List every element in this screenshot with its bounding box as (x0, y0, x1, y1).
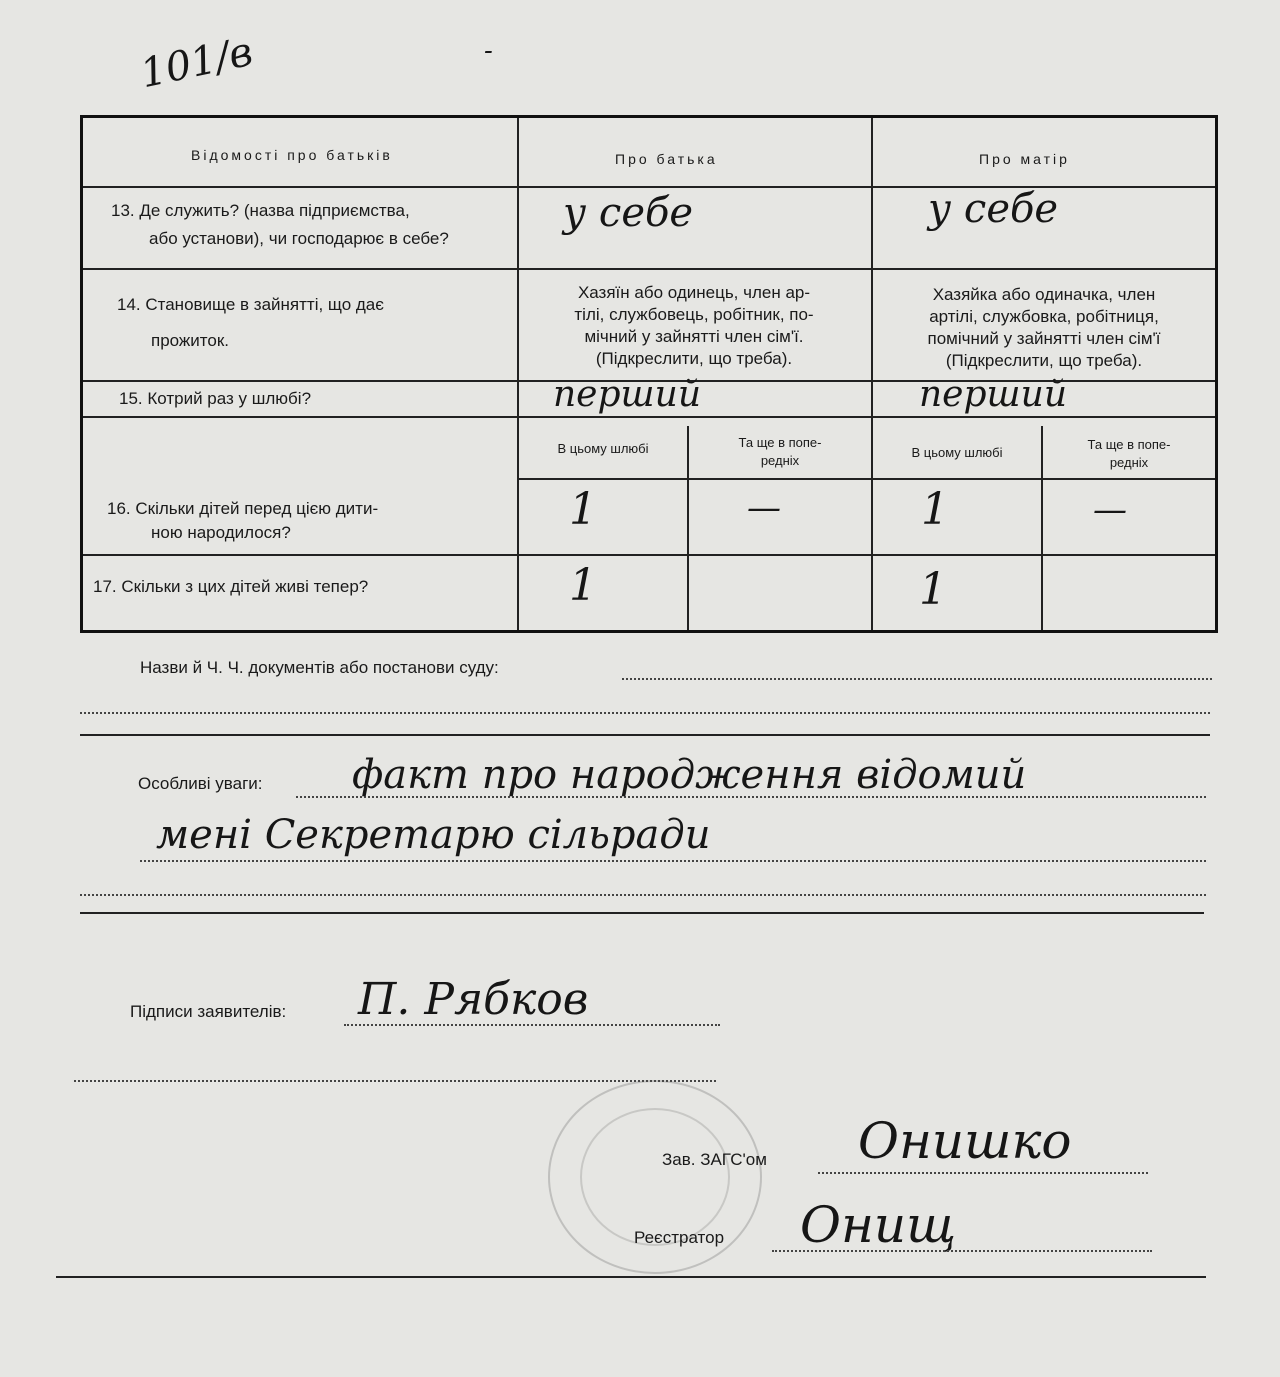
row13-mother-value: у себе (928, 186, 1059, 232)
row14-mother-line4: (Підкреслити, що треба). (945, 351, 1143, 370)
row16-label-line2: ною народилося? (151, 523, 291, 542)
row13-label-line1: 13. Де служить? (назва підприємства, (111, 201, 410, 220)
row17-father-this-value: 1 (569, 560, 597, 611)
remarks-text-line2: мені Секретарю сільради (156, 812, 711, 858)
row-line-13 (83, 268, 1215, 270)
row15-label: 15. Котрий раз у шлюбі? (119, 389, 312, 408)
row16-mother-this-value: 1 (921, 484, 949, 535)
registrar-signature: Онищ (800, 1196, 957, 1254)
remarks-text-line1: факт про народження відомий (352, 752, 1027, 798)
registrar-label: Реєстратор (634, 1228, 725, 1247)
row16-label-line1: 16. Скільки дітей перед цією дити- (107, 499, 379, 518)
row16-father-prev-value: — (747, 488, 781, 528)
remarks-line-2 (140, 860, 1206, 862)
row-line-subheader (517, 478, 1215, 480)
row13-label-line2: або установи), чи господарює в себе? (149, 229, 449, 248)
row16-mother-prev-value: — (1093, 490, 1127, 530)
header-mother: Про матір (979, 151, 1070, 167)
row17-label: 17. Скільки з цих дітей живі тепер? (93, 577, 369, 596)
row14-mother-line1: Хазяйка або одиначка, член (932, 285, 1156, 304)
subheader-father-previous-1: Та ще в попе- (738, 435, 822, 450)
top-mark: - (484, 36, 493, 66)
row14-mother-line2: артілі, службовка, робітниця, (929, 307, 1159, 326)
header-parents-info: Відомості про батьків (191, 147, 393, 163)
registry-head-signature: Онишко (858, 1112, 1072, 1170)
subheader-father-previous-2: редніх (760, 453, 800, 468)
registrar-line (772, 1250, 1152, 1252)
parents-info-table (80, 115, 1218, 633)
row14-father-line3: мічний у зайнятті член сім'ї. (584, 327, 804, 346)
remarks-label: Особливі уваги: (138, 774, 263, 793)
row13-father-value: у себе (563, 190, 694, 236)
row14-father-line1: Хазяїн або одинець, член ар- (577, 283, 811, 302)
bottom-rule (56, 1276, 1206, 1278)
documents-rule (80, 734, 1210, 736)
row14-mother-line3: помічний у зайнятті член сім'ї (927, 329, 1161, 348)
row16-father-this-value: 1 (569, 484, 597, 535)
documents-label: Назви й Ч. Ч. документів або постанови суду: (140, 658, 499, 677)
row14-label-line2: прожиток. (151, 331, 230, 350)
applicants-signature-line-2 (74, 1080, 716, 1082)
registry-head-label: Зав. ЗАГС'ом (662, 1150, 767, 1169)
subheader-mother-this-marriage: В цьому шлюбі (911, 445, 1003, 460)
documents-line-1 (622, 678, 1212, 680)
corner-number: 101/в (136, 28, 257, 98)
row14-father-line4: (Підкреслити, що треба). (595, 349, 793, 368)
subheader-father-this-marriage: В цьому шлюбі (557, 441, 649, 456)
row14-label-line1: 14. Становище в зайнятті, що дає (117, 295, 384, 314)
row14-father-line2: тілі, службовець, робітник, по- (574, 305, 814, 324)
subheader-mother-previous-2: редніх (1109, 455, 1149, 470)
registry-head-line (818, 1172, 1148, 1174)
row15-mother-value: перший (919, 374, 1068, 415)
header-father: Про батька (615, 151, 718, 167)
applicants-signatures-label: Підписи заявителів: (130, 1002, 287, 1021)
applicant-signature: П. Рябков (358, 974, 589, 1025)
row-line-16 (83, 554, 1215, 556)
remarks-line-3 (80, 894, 1206, 896)
row15-father-value: перший (553, 374, 702, 415)
row-line-15 (83, 416, 1215, 418)
documents-line-2 (80, 712, 1210, 714)
remarks-rule (80, 912, 1204, 914)
subheader-mother-previous-1: Та ще в попе- (1087, 437, 1171, 452)
row17-mother-this-value: 1 (919, 564, 947, 615)
